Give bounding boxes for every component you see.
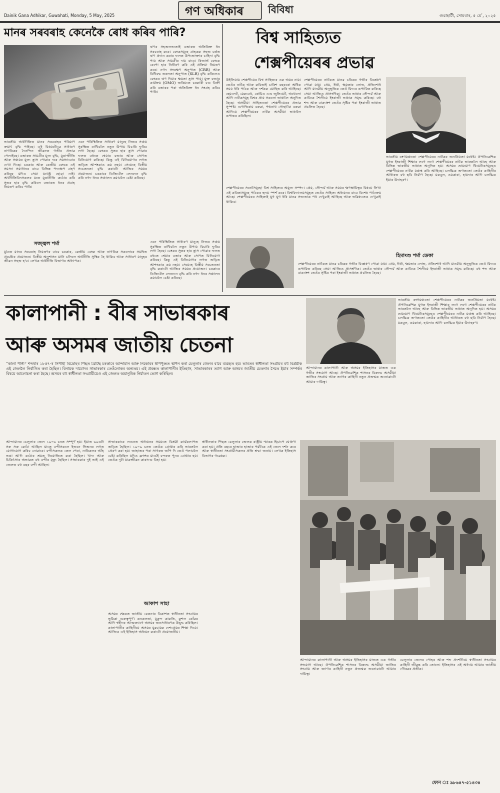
kalapani-byline: আকাশ সাহা (144, 601, 170, 607)
shakespeare-portrait (386, 77, 466, 153)
kalapani-phone: ফোন ঃ ৯৮৬৪৭-৫১৪৩৪ (432, 781, 481, 786)
shakespeare-portrait-image (386, 77, 466, 153)
world-lit-headline-line-1: বিশ্ব সাহিত্যত (256, 28, 342, 47)
section-label: বিবিধা (268, 5, 294, 16)
money-body-1: ভাৰতীয় অৰ্থনীতিত মানৰ সৰবৰাহৰ পৰিমাণ ক্ৰমাৎ বৃদ্ধি পাইছে। এই বিষয়টোৱে সাধাৰণ নাগৰিকৰ দৈনন্দিন জীৱনত গভীৰ প্ৰভাৱ পেলাইছে। বজাৰত সামগ্ৰীৰ মূল্য বৃদ্ধি, মুদ্ৰাস্ফীতি আৰু সঞ্চয়ৰ মূল্য হ্ৰাস পোৱাৰ দৰে সমস্যাবোৰ দেখা দিছে। চৰকাৰ আৰু কেন্দ্ৰীয় বেংকে এই সমস্যা সমাধানৰ বাবে বিভিন্ন পদক্ষেপ গ্ৰহণ কৰিছে যদিও সেয়া যথেষ্ট হোৱা নাই। অৰ্থনীতিবিদসকলৰ মতে মুদ্ৰানীতি কঠোৰ কৰি সুতৰ হাৰ বৃদ্ধি কৰিলে বজাৰত ধনৰ প্ৰবাহ নিয়ন্ত্ৰণ কৰিব পাৰি। (4, 140, 75, 190)
world-lit-body-1: উইলিয়াম শেক্সপীয়েৰ বিশ্ব সাহিত্যৰ এক অমৰ নাম। তেওঁৰ নাটক আৰু কবিতাই চাৰিশ বছৰৰো অধিক সময় ধৰি পাঠক আৰু দৰ্শকক মোহিত কৰি আহিছে। হেমলেট, মেকবেথ, ৰোমিও এণ্ড জুলিয়েট, অথেলো আদি নাটকসমূহ বিশ্বৰ প্ৰায় সকলো ভাষালৈ অনূদিত হৈছে। অসমীয়া সাহিত্যতো শেক্সপীয়েৰৰ প্ৰভাৱ সুস্পষ্ট। গুণাভিৰাম বৰুৱা, পদ্মনাথ গোহাঞি বৰুৱা আদিয়ে শেক্সপীয়েৰৰ নাটক অসমীয়া ভাষালৈ ৰূপান্তৰ কৰিছিল। (226, 78, 301, 119)
money-headline: মানৰ সৰবৰাহ কেনেকৈ ৰোধ কৰিব পাৰি? (4, 26, 186, 39)
kalapani-body-6: চেলুলাৰ জেলৰ পোহৰ আৰু শব্দ প্ৰদৰ্শনীয়ে স্বাধীনতা সংগ্ৰামৰ কাহিনী জীৱন্ত কৰি তোলে। ইতিহাসৰ এই অধ্যায় আমাৰ জাতীয় গৌৰৱৰ প্ৰতীক। (400, 658, 496, 672)
money-body-4: মুঠতে মানৰ সৰবৰাহ নিয়ন্ত্ৰণৰ বাবে চৰকাৰ, কেন্দ্ৰীয় বেংক আৰু নাগৰিক সকলোৰে সমন্বিত প্ৰচেষ্টাৰ প্ৰয়োজন। বিত্তীয় অনুশাসন মানি চলিলে অৰ্থনীতি সুস্থিৰ হৈ থাকিব আৰু সাধাৰণ মানুহৰ জীৱন সহজ হ'ব। লেখক অৰ্থনীতি বিভাগৰ অধ্যাপক। (4, 250, 147, 264)
kalapani-crowd-photo (300, 440, 496, 655)
column-divider-left (222, 24, 223, 292)
writer-photo-image (226, 238, 294, 288)
world-lit-body-3: ভাৰতীয় ৰংগমঞ্চতো শেক্সপীয়েৰৰ নাটকৰ জনপ্ৰিয়তা যথেষ্ট। ঔপনিৱেশিক যুগত ইংৰাজী শিক্ষাৰ লগে লগে শেক্সপীয়েৰৰ নাটক ভাৰতলৈ আহে আৰু বিভিন্ন ভাৰতীয় ভাষাত অনূদিত হয়। অসমৰ ভ্ৰাম্যমাণ থিয়েটাৰসমূহেও শেক্সপীয়েৰৰ নাটক মঞ্চস্থ কৰি আহিছে। চলচ্চিত্ৰ জগততো তেওঁৰ কাহিনীৰ আধাৰত বহু ছবি নিৰ্মাণ হৈছে। মকবুল, ওমকাৰা, হায়দাৰ আদি চলচ্চিত্ৰ ইয়াৰ উদাহৰণ। (386, 155, 496, 182)
money-byline: সজ্জ্বল শৰ্মা (34, 241, 60, 247)
world-lit-headline-line-2: শেক্সপীয়েৰৰ প্ৰভাৱ (254, 53, 375, 72)
money-body-5: এনে পৰিস্থিতিত সাধাৰণ মানুহে নিজৰ সঞ্চয় সুৰক্ষিত ৰাখিবলৈ নতুন উপায় বিচাৰি ফুৰিব লগা হৈছে। বেংকৰ সুতৰ হাৰ হ্ৰাস পোৱাৰ ফলত বহুতে শ্বেয়াৰ বজাৰ আৰু সোণত বিনিয়োগ কৰিছে। কিন্তু এই বিনিয়োগৰ লগত জড়িত আশংকাও কম নহয়। সেয়েহে বিত্তীয় সচেতনতা বৃদ্ধি কৰাটো আজিৰ সময়ৰ প্ৰয়োজন। চৰকাৰে ডিজিটেল লেনদেন বৃদ্ধি কৰি নগদ ধনৰ সঞ্চালন কমাবলৈ চেষ্টা কৰিছে। (150, 240, 220, 281)
section-rule (4, 295, 496, 296)
world-lit-byline: হিমাংশু শৰ্মা ডেকা (396, 253, 434, 259)
masthead-right-info: গুৱাহাটী, সোমবাৰ, ৫ মে’, ২০২৫ (439, 13, 496, 18)
money-body-3: ঋণৰ সহজলভ্যতাই বজাৰত অতিৰিক্ত ধন সৰবৰাহ কৰে। বেংকসমূহে গ্ৰাহকক সহজ চৰ্তত ঋণ প্ৰদান কৰাৰ ফলত উপভোক্তাৰ চাহিদা বৃদ্ধি পায় আৰু সামগ্ৰীৰ দাম বাঢ়ে। ৰিজাৰ্ভ বেংকে ৰেপো হাৰ নিৰ্ধাৰণ কৰি এই প্ৰক্ৰিয়া নিয়ন্ত্ৰণ কৰে। নগদ সংৰক্ষণ অনুপাত (CRR) আৰু বিধিবদ্ধ তৰলতা অনুপাত (SLR) বৃদ্ধি কৰিলেও বেংকৰ ঋণ দিয়াৰ ক্ষমতা হ্ৰাস পায়। মুক্ত বজাৰ কাৰ্যক্ৰম (OMO) জৰিয়তে চৰকাৰী বণ্ড বিক্ৰী কৰি বজাৰৰ পৰা অতিৰিক্ত ধন সংগ্ৰহ কৰিব পাৰি। (150, 45, 220, 95)
money-body-2: এনে পৰিস্থিতিত সাধাৰণ মানুহে নিজৰ সঞ্চয় সুৰক্ষিত ৰাখিবলৈ নতুন উপায় বিচাৰি ফুৰিব লগা হৈছে। বেংকৰ সুতৰ হাৰ হ্ৰাস পোৱাৰ ফলত বহুতে শ্বেয়াৰ বজাৰ আৰু সোণত বিনিয়োগ কৰিছে। কিন্তু এই বিনিয়োগৰ লগত জড়িত আশংকাও কম নহয়। সেয়েহে বিত্তীয় সচেতনতা বৃদ্ধি কৰাটো আজিৰ সময়ৰ প্ৰয়োজন। চৰকাৰে ডিজিটেল লেনদেন বৃদ্ধি কৰি নগদ ধনৰ সঞ্চালন কমাবলৈ চেষ্টা কৰিছে। (78, 140, 147, 181)
kalapani-headline-line-1: কালাপানী : বীৰ সাভাৰকাৰ (6, 301, 229, 325)
savarkar-portrait-image (306, 298, 396, 364)
masthead-rule (0, 21, 500, 23)
logo-text: গণ অধিকাৰ (185, 4, 244, 18)
protest-crowd-image (300, 440, 496, 655)
masthead-left-info: Dainik Gana Adhikar, Guwahati, Monday, 5 May, 2025 (4, 13, 115, 18)
masthead (0, 0, 500, 21)
masthead-logo (178, 1, 262, 20)
kalapani-body-1: আন্দামানৰ চেলুলাৰ জেল ১৯০৬ চনত সম্পূৰ্ণ হয়। ইয়াত ৬৯৩টা সৰু সৰু কোঠা আছিল যাতে বন্দীসকলে ইজনে সিজনৰ লগত যোগাযোগ কৰিব নোৱাৰে। বন্দীসকলক তেল পেৰা, নাৰিকলৰ আঁহ ভঙা আদি কঠোৰ শ্ৰমত নিয়োজিত কৰা হৈছিল। খাদ্য আৰু চিকিৎসাৰ অভাৱত বহু বন্দীৰ মৃত্যু হৈছিল। সাভাৰকাৰ দুই ভাই এই জেলত বহু বছৰ বন্দী আছিল। (6, 440, 104, 467)
world-lit-body-4: শেক্সপীয়েৰৰ সনেটসমূহো বিশ্ব সাহিত্যৰ অমূল্য সম্পদ। প্ৰেম, সৌন্দৰ্য আৰু সময়ৰ ক্ষণস্থায়িত্বৰ বিষয়ে লিখা এই কবিতাসমূহে পাঠকৰ হৃদয় স্পৰ্শ কৰে। বিশ্ববিদ্যালয়সমূহত তেওঁৰ সাহিত্য অধ্যয়নৰ বাবে বিশেষ পাঠ্যক্ৰম আছে। শেক্সপীয়েৰৰ সাহিত্যই যুগ যুগ ধৰি মানৱ সভ্যতাক পথ দেখুৱাই আহিছে আৰু ভৱিষ্যতেও দেখুৱাই থাকিব। (226, 186, 381, 204)
kalapani-body-2: সাভাৰকাৰে লণ্ডনত অধ্যয়নৰ সময়তে বিপ্লৱী কাৰ্যকলাপত জড়িত হৈছিল। ১৯০৯ চনত তেওঁক গ্ৰেপ্তাৰ কৰি ভাৰতলৈ প্ৰেৰণ কৰা হয়। জাহাজৰ পৰা সাগৰত জাঁপ দি তেওঁ পলাবলৈ চেষ্টা কৰিছিল যদিও ফ্ৰান্সৰ মাৰ্চেই বন্দৰত পুনৰ গ্ৰেপ্তাৰ হয়। তেওঁক দুটা যাৱজ্জীৱন কাৰাদণ্ড বিহা হয়। (108, 440, 198, 463)
world-lit-body-5: শেক্সপীয়েৰৰ নাটকত মানৱ চৰিত্ৰৰ গভীৰ বিশ্লেষণ পোৱা যায়। প্ৰেম, ঈৰ্ষা, ক্ষমতাৰ লোভ, প্ৰতিশোধ আদি মানৱীয় অনুভূতিক তেওঁ যিদৰে ৰূপায়িত কৰিছে সেয়া আজিও প্ৰাসংগিক। তেওঁৰ ভাষাৰ সৌন্দৰ্য আৰু কাব্যিক শৈলীয়ে ইংৰাজী ভাষাক সমৃদ্ধ কৰিছে। বহু শব্দ আৰু বাক্যাংশ তেওঁৰ সৃষ্টিৰ পৰা ইংৰাজী ভাষাত প্ৰচলিত হৈছে। (298, 262, 496, 276)
kalapani-sidebar: ভাৰতীয় ৰংগমঞ্চতো শেক্সপীয়েৰৰ নাটকৰ জনপ্ৰিয়তা যথেষ্ট। ঔপনিৱেশিক যুগত ইংৰাজী শিক্ষাৰ লগে লগে শেক্সপীয়েৰৰ নাটক ভাৰতলৈ আহে আৰু বিভিন্ন ভাৰতীয় ভাষাত অনূদিত হয়। অসমৰ ভ্ৰাম্যমাণ থিয়েটাৰসমূহেও শেক্সপীয়েৰৰ নাটক মঞ্চস্থ কৰি আহিছে। চলচ্চিত্ৰ জগততো তেওঁৰ কাহিনীৰ আধাৰত বহু ছবি নিৰ্মাণ হৈছে। মকবুল, ওমকাৰা, হায়দাৰ আদি চলচ্চিত্ৰ ইয়াৰ উদাহৰণ। (398, 298, 496, 325)
kalapani-body-5: আন্দামানৰ কালাপানী আৰু অসমৰ ইতিহাসৰ মাজত এক গভীৰ সংযোগ আছে। ঔপনিৱেশিক শাসনৰ বিৰুদ্ধে অসমীয়া জাতিৰ সংগ্ৰাম আৰু ত্যাগৰ কাহিনী নতুন প্ৰজন্মক জনোৱাটো আমাৰ দায়িত্ব। (300, 658, 396, 676)
world-lit-bw-photo (226, 238, 294, 288)
kalapani-sidebar-2: আন্দামানৰ কালাপানী আৰু অসমৰ ইতিহাসৰ মাজত এক গভীৰ সংযোগ আছে। ঔপনিৱেশিক শাসনৰ বিৰুদ্ধে অসমীয়া জাতিৰ সংগ্ৰাম আৰু ত্যাগৰ কাহিনী নতুন প্ৰজন্মক জনোৱাটো আমাৰ দায়িত্ব। (306, 366, 396, 384)
kalapani-intro: “কালা পানী” শব্দষাৰ ১৮৫৭-ৰ সিপাহী বিদ্ৰোহৰ পিছত ব্ৰিটিছ চৰকাৰে আন্দামান আৰু নিকোবৰ দ্বীপপুঞ্জত স্থাপন কৰা চেলুলাৰ জেলৰ বাবে ব্যৱহৃত হয়। ভাৰতৰ স্বাধীনতা সংগ্ৰামৰ বহু বিপ্লৱীক এই জেললৈ নিৰ্বাসিত কৰা হৈছিল। বিনায়ক দামোদৰ সাভাৰকাৰ তেওঁলোকৰ অন্যতম। এই প্ৰবন্ধত কালাপানীৰ ইতিহাস, সাভাৰকাৰৰ ত্যাগ আৰু অসমৰ জাতীয় চেতনাৰ সৈতে ইয়াৰ সম্পৰ্কৰ বিষয়ে আলোচনা কৰা হৈছে। অসমৰ বহু স্বাধীনতা সংগ্ৰামীয়েও এই জেলত অমানুষিক নিৰ্যাতন ভোগ কৰিছিল। (6, 362, 302, 376)
hand-holding-banknotes-image (4, 45, 147, 138)
world-lit-body-2: শেক্সপীয়েৰৰ নাটকত মানৱ চৰিত্ৰৰ গভীৰ বিশ্লেষণ পোৱা যায়। প্ৰেম, ঈৰ্ষা, ক্ষমতাৰ লোভ, প্ৰতিশোধ আদি মানৱীয় অনুভূতিক তেওঁ যিদৰে ৰূপায়িত কৰিছে সেয়া আজিও প্ৰাসংগিক। তেওঁৰ ভাষাৰ সৌন্দৰ্য আৰু কাব্যিক শৈলীয়ে ইংৰাজী ভাষাক সমৃদ্ধ কৰিছে। বহু শব্দ আৰু বাক্যাংশ তেওঁৰ সৃষ্টিৰ পৰা ইংৰাজী ভাষাত প্ৰচলিত হৈছে। (304, 78, 381, 110)
kalapani-headline-line-2: আৰু অসমৰ জাতীয় চেতনা (6, 333, 233, 357)
kalapani-body-3: অসমৰ ক্ষেত্ৰত জাতীয় চেতনাৰ বিকাশত স্বাধীনতা সংগ্ৰামৰ ভূমিকা গুৰুত্বপূৰ্ণ। কনকলতা, মুকুন্দ কাকতি, কুশল কোঁৱৰ আদি শ্বহীদৰ আত্মত্যাগে অসমৰ জনসাধাৰণক উদ্বুদ্ধ কৰিছিল। কালাপানীৰ কাহিনীয়ে অসমৰ যুৱচামক দেশপ্ৰেমৰ শিক্ষা দিয়ে। আজিও এই ইতিহাস অধ্যয়ন কৰাটো প্ৰয়োজনীয়। (108, 612, 198, 635)
kalapani-body-4: স্বাধীনতাৰ পিছত চেলুলাৰ জেলক ৰাষ্ট্ৰীয় স্মাৰক হিচাপে ঘোষণা কৰা হয়। প্ৰতি বছৰে হাজাৰ হাজাৰ পৰ্যটকে এই জেল দৰ্শন কৰে আৰু স্বাধীনতা সংগ্ৰামীসকলৰ প্ৰতি শ্ৰদ্ধা জনায়। লেখক ইতিহাস বিভাগৰ গৱেষক। (202, 440, 296, 458)
money-photo (4, 45, 147, 138)
kalapani-portrait (306, 298, 396, 364)
